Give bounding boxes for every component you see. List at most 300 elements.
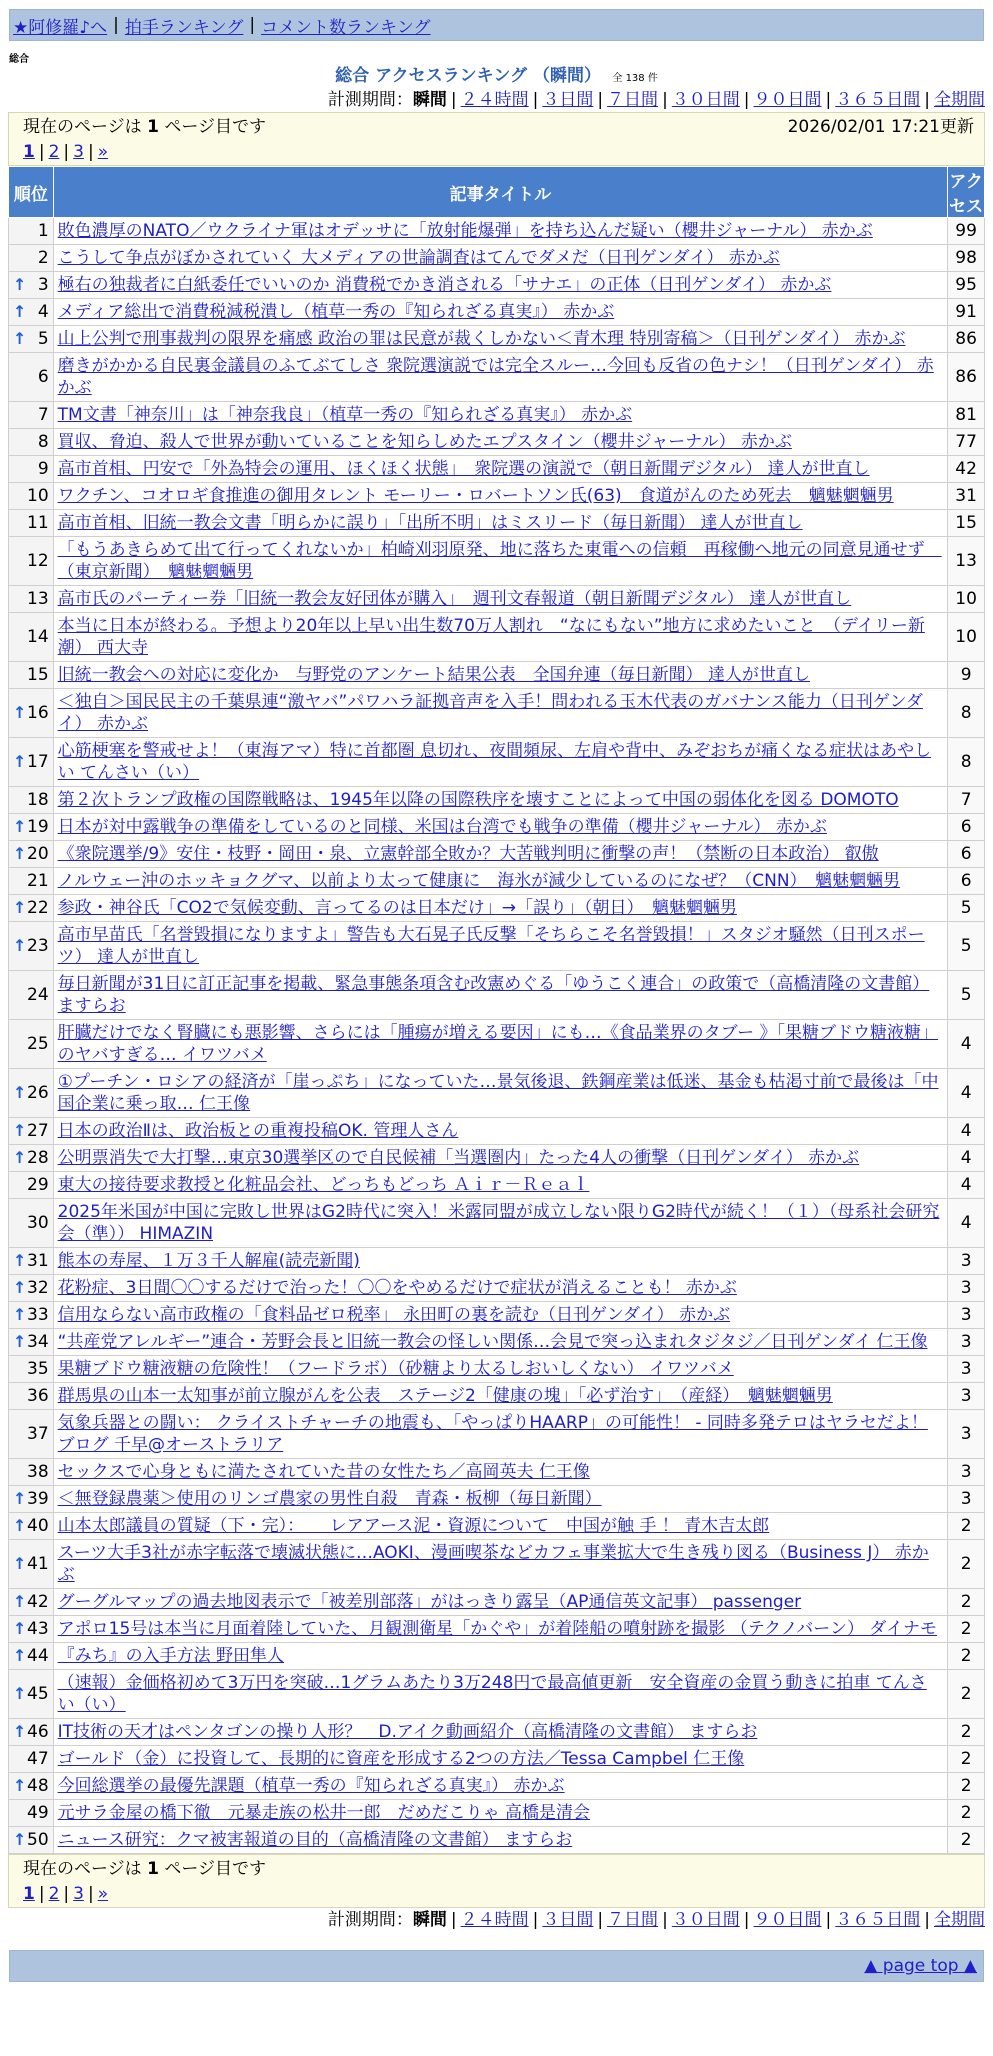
rank-number: 35 — [27, 1359, 49, 1379]
home-link[interactable]: ★阿修羅♪へ — [13, 17, 108, 38]
access-count: 3 — [948, 1486, 985, 1513]
rank-cell — [9, 1145, 54, 1172]
next-page-link[interactable]: » — [97, 142, 109, 162]
title-cell — [53, 1827, 948, 1854]
total-count: 全 138 件 — [612, 73, 658, 84]
article-title-link[interactable]: 肝臓だけでなく腎臓にも悪影響、さらには「腫瘍が増える要因」にも…《食品業界のタブー 》「果糖ブドウ糖液糖」のヤバすぎる… イワツバメ — [57, 1023, 939, 1065]
article-title-link[interactable]: （速報）金価格初めて3万円を突破…1グラムあたり3万248円で最高値更新 安全資産の金買う動きに拍車 てんさい（い） — [57, 1673, 927, 1715]
footer-bar — [9, 1950, 984, 1982]
article-title-link[interactable]: 日本が対中露戦争の準備をしているのと同様、米国は台湾でも戦争の準備（櫻井ジャーナル） 赤かぶ — [57, 817, 827, 837]
title-cell — [53, 1410, 948, 1459]
period-label: 計測期間： — [327, 90, 413, 110]
access-count: 3 — [948, 1329, 985, 1356]
table-row — [9, 537, 985, 586]
article-title-link[interactable]: 2025年米国が中国に完敗し世界はG2時代に突入！米露同盟が成立しない限りG2時代が続く！（１）（母系社会研究会（準）） HIMAZIN — [57, 1202, 940, 1244]
rank-number: 46 — [27, 1722, 49, 1742]
pager-status-line — [23, 1857, 974, 1882]
table-row — [9, 1410, 985, 1459]
rank-number: 23 — [27, 936, 49, 956]
rank-number: 3 — [37, 275, 49, 295]
period-label: 計測期間： — [327, 1910, 413, 1930]
access-count: 3 — [948, 1459, 985, 1486]
table-row — [9, 1172, 985, 1199]
article-title-link[interactable]: IT技術の天才はペンタゴンの操り人形？ D.アイク動画紹介（高橋清隆の文書館） ますらお — [57, 1722, 758, 1742]
pager-separator: | — [63, 1884, 70, 1904]
article-title-link[interactable]: 信用ならない高市政権の「食料品ゼロ税率」 永田町の裏を読む（日刊ゲンダイ） 赤かぶ — [57, 1305, 731, 1325]
rank-number: 43 — [27, 1619, 49, 1639]
table-row — [9, 1356, 985, 1383]
rank-cell — [9, 895, 54, 922]
article-title-link[interactable]: 果糖ブドウ糖液糖の危険性！（フードラボ）（砂糖より太るしおいしくない） イワツバメ — [57, 1359, 734, 1379]
rank-number: 14 — [27, 627, 49, 647]
article-title-link[interactable]: 高市早苗氏「名誉毀損になりますよ」警告も大石晃子氏反撃「そちらこそ名誉毀損！」スタジオ騒然（日刊スポーツ） 達人が世直し — [57, 925, 925, 967]
article-title-link[interactable]: 熊本の寿屋、１万３千人解雇(読売新聞) — [57, 1251, 360, 1271]
table-row — [9, 1589, 985, 1616]
period-option-2[interactable]: ７日間 — [607, 1910, 659, 1930]
rank-cell — [9, 787, 54, 814]
access-count: 2 — [948, 1746, 985, 1773]
article-title-link[interactable]: 今回総選挙の最優先課題（植草一秀の『知られざる真実』） 赤かぶ — [57, 1776, 565, 1796]
page-title: 総合 アクセスランキング （瞬間） — [335, 66, 601, 86]
comment-ranking-link[interactable]: コメント数ランキング — [261, 17, 431, 38]
access-count: 2 — [948, 1643, 985, 1670]
table-row — [9, 971, 985, 1020]
rank-cell — [9, 326, 54, 353]
period-separator: | — [825, 90, 832, 110]
section-label: 総合 — [9, 54, 29, 65]
rank-number: 11 — [27, 513, 49, 533]
rank-number: 18 — [27, 790, 49, 810]
title-cell — [53, 814, 948, 841]
pager-status: 現在のページは 1 ページ目です — [23, 117, 266, 137]
rank-number: 12 — [27, 551, 49, 571]
access-count: 5 — [948, 895, 985, 922]
article-title-link[interactable]: 参政・神谷氏「CO2で気候変動、言ってるのは日本だけ」→「誤り」（朝日） 魑魅魍魎男 — [57, 898, 737, 918]
article-title-link[interactable]: ＜無登録農薬＞使用のリンゴ農家の男性自殺 青森・板柳（毎日新聞） — [57, 1489, 602, 1509]
title-cell — [53, 1513, 948, 1540]
period-separator: | — [825, 1910, 832, 1930]
article-title-link[interactable]: 日本の政治Ⅱは、政治板との重複投稿OK. 管理人さん — [57, 1121, 459, 1141]
rank-cell — [9, 738, 54, 787]
access-count: 86 — [948, 326, 985, 353]
table-row — [9, 1486, 985, 1513]
rank-number: 13 — [27, 589, 49, 609]
period-separator: | — [743, 90, 750, 110]
rank-number: 8 — [37, 432, 49, 452]
table-row — [9, 1719, 985, 1746]
period-option-5[interactable]: ３６５日間 — [835, 90, 921, 110]
table-row — [9, 613, 985, 662]
updated-timestamp: 2026/02/01 17:21更新 — [787, 117, 974, 137]
title-cell — [53, 1616, 948, 1643]
article-title-link[interactable]: 本当に日本が終わる。予想より20年以上早い出生数70万人割れ “なにもない”地方に求めたいこと （デイリー新潮） 西大寺 — [57, 616, 925, 658]
access-count: 2 — [948, 1827, 985, 1854]
period-option-0[interactable]: ２４時間 — [460, 90, 529, 110]
article-title-link[interactable]: ワクチン、コオロギ食推進の御用タレント モーリー・ロバートソン氏(63) 食道がんのため死去 魑魅魍魎男 — [57, 486, 894, 506]
rank-number: 30 — [27, 1213, 49, 1233]
period-option-3[interactable]: ３０日間 — [671, 90, 740, 110]
title-cell — [53, 510, 948, 537]
period-option-4[interactable]: ９０日間 — [753, 1910, 822, 1930]
article-title-link[interactable]: 敗色濃厚のNATO／ウクライナ軍はオデッサに「放射能爆弾」を持ち込んだ疑い（櫻井ジャーナル） 赤かぶ — [57, 221, 873, 241]
title-cell — [53, 299, 948, 326]
access-count: 3 — [948, 1248, 985, 1275]
pager-top — [8, 112, 985, 166]
table-row — [9, 1513, 985, 1540]
page-link-2[interactable]: 2 — [48, 1884, 60, 1904]
period-separator: | — [924, 90, 930, 110]
rank-number: 40 — [27, 1516, 49, 1536]
table-row — [9, 1069, 985, 1118]
access-count: 3 — [948, 1302, 985, 1329]
rank-up-arrow-icon: ↑ — [13, 1516, 27, 1535]
period-separator: | — [924, 1910, 930, 1930]
access-count: 77 — [948, 429, 985, 456]
access-count: 4 — [948, 1145, 985, 1172]
article-title-link[interactable]: 高市氏のパーティー券「旧統一教会友好団体が購入」 週刊文春報道（朝日新聞デジタル） 達人が世直し — [57, 589, 852, 609]
rank-cell — [9, 814, 54, 841]
period-separator: | — [532, 90, 539, 110]
rank-cell — [9, 1670, 54, 1719]
period-option-5[interactable]: ３６５日間 — [835, 1910, 921, 1930]
access-count: 4 — [948, 1172, 985, 1199]
title-cell — [53, 1800, 948, 1827]
article-title-link[interactable]: セックスで心身ともに満たされていた昔の女性たち／高岡英夫 仁王像 — [57, 1462, 590, 1482]
access-count: 8 — [948, 738, 985, 787]
table-row — [9, 1643, 985, 1670]
title-cell — [53, 537, 948, 586]
period-option-3[interactable]: ３０日間 — [671, 1910, 740, 1930]
rank-up-arrow-icon: ↑ — [13, 1684, 27, 1703]
rank-number: 38 — [27, 1462, 49, 1482]
period-option-1[interactable]: ３日間 — [542, 90, 594, 110]
period-option-6[interactable]: 全期間 — [934, 1910, 985, 1930]
pager-separator: | — [38, 1884, 45, 1904]
page-link-3[interactable]: 3 — [73, 1884, 84, 1904]
col-title-header: 記事タイトル — [53, 167, 948, 218]
access-count: 91 — [948, 299, 985, 326]
col-access-header: アクセス — [948, 167, 985, 218]
rank-cell — [9, 1719, 54, 1746]
period-option-0[interactable]: ２４時間 — [460, 1910, 529, 1930]
period-separator: | — [450, 90, 457, 110]
table-row — [9, 272, 985, 299]
article-title-link[interactable]: 「もうあきらめて出て行ってくれないか」柏崎刈羽原発、地に落ちた東電への信頼 再稼働へ地元の同意見通せず （東京新聞） 魑魅魍魎男 — [57, 540, 942, 582]
article-title-link[interactable]: 買収、脅迫、殺人で世界が動いていることを知らしめたエプスタイン（櫻井ジャーナル） 赤かぶ — [57, 432, 792, 452]
rank-up-arrow-icon: ↑ — [13, 1554, 27, 1573]
rank-cell — [9, 1383, 54, 1410]
applause-ranking-link[interactable]: 拍手ランキング — [124, 17, 244, 38]
table-row — [9, 1827, 985, 1854]
rank-up-arrow-icon: ↑ — [13, 703, 27, 722]
table-row — [9, 787, 985, 814]
page-link-3[interactable]: 3 — [73, 142, 84, 162]
access-count: 6 — [948, 868, 985, 895]
rank-cell — [9, 218, 54, 245]
rank-cell — [9, 1589, 54, 1616]
table-row — [9, 218, 985, 245]
period-separator: | — [532, 1910, 539, 1930]
rank-up-arrow-icon: ↑ — [13, 1619, 27, 1638]
access-count: 5 — [948, 971, 985, 1020]
nav-separator: | — [249, 15, 256, 35]
rank-cell — [9, 353, 54, 402]
article-title-link[interactable]: ノルウェー沖のホッキョクグマ、以前より太って健康に 海氷が減少しているのになぜ？（CNN） 魑魅魍魎男 — [57, 871, 901, 891]
access-count: 95 — [948, 272, 985, 299]
period-separator: | — [743, 1910, 750, 1930]
article-title-link[interactable]: 旧統一教会への対応に変化か 与野党のアンケート結果公表 全国弁連（毎日新聞） 達人が世直し — [57, 665, 811, 685]
title-cell — [53, 402, 948, 429]
access-count: 31 — [948, 483, 985, 510]
table-row — [9, 1248, 985, 1275]
pager-links — [23, 1882, 974, 1907]
article-title-link[interactable]: 花粉症、3日間〇〇するだけで治った！〇〇をやめるだけで症状が消えることも！ 赤かぶ — [57, 1278, 737, 1298]
rank-cell — [9, 1643, 54, 1670]
access-count: 13 — [948, 537, 985, 586]
rank-cell — [9, 429, 54, 456]
article-title-link[interactable]: “共産党アレルギー”連合・芳野会長と旧統一教会の怪しい関係…会見で突っ込まれタジタジ／日刊ゲンダイ 仁王像 — [57, 1332, 928, 1352]
rank-cell — [9, 1275, 54, 1302]
rank-up-arrow-icon: ↑ — [13, 1776, 27, 1795]
article-title-link[interactable]: 『みち』の入手方法 野田隼人 — [57, 1646, 285, 1666]
title-cell — [53, 1069, 948, 1118]
title-cell — [53, 787, 948, 814]
article-title-link[interactable]: 元サラ金屋の橋下徹 元暴走族の松井一郎 だめだこりゃ 高橋是清会 — [57, 1803, 591, 1823]
table-row — [9, 245, 985, 272]
rank-up-arrow-icon: ↑ — [13, 1592, 27, 1611]
title-cell — [53, 1643, 948, 1670]
title-cell — [53, 1118, 948, 1145]
rank-number: 48 — [27, 1776, 49, 1796]
rank-number: 25 — [27, 1034, 49, 1054]
table-row — [9, 429, 985, 456]
table-row — [9, 456, 985, 483]
table-row — [9, 895, 985, 922]
rank-up-arrow-icon: ↑ — [13, 1305, 27, 1324]
rank-cell — [9, 1069, 54, 1118]
title-cell — [53, 1248, 948, 1275]
rank-cell — [9, 1248, 54, 1275]
period-option-2[interactable]: ７日間 — [607, 90, 659, 110]
article-title-link[interactable]: ゴールド（金）に投資して、長期的に資産を形成する2つの方法／Tessa Campbel 仁王像 — [57, 1749, 745, 1769]
article-title-link[interactable]: ①プーチン・ロシアの経済が「崖っぷち」になっていた…景気後退、鉄鋼産業は低迷、基金も枯渇寸前で最後は「中国企業に乗っ取… 仁王像 — [57, 1072, 939, 1114]
access-count: 3 — [948, 1275, 985, 1302]
title-cell — [53, 1329, 948, 1356]
period-separator: | — [597, 1910, 604, 1930]
page-heading — [0, 64, 993, 88]
period-separator: | — [662, 1910, 668, 1930]
title-cell — [53, 353, 948, 402]
rank-up-arrow-icon: ↑ — [13, 1148, 27, 1167]
rank-cell — [9, 922, 54, 971]
rank-number: 15 — [27, 665, 49, 685]
title-cell — [53, 1383, 948, 1410]
page-link-2[interactable]: 2 — [48, 142, 60, 162]
rank-cell — [9, 1410, 54, 1459]
access-count: 2 — [948, 1616, 985, 1643]
access-count: 5 — [948, 922, 985, 971]
access-count: 7 — [948, 787, 985, 814]
article-title-link[interactable]: 第２次トランプ政権の国際戦略は、1945年以降の国際秩序を壊すことによって中国の弱体化を図る DOMOTO — [57, 790, 899, 810]
rank-cell — [9, 1302, 54, 1329]
article-title-link[interactable]: 高市首相、旧統一教会文書「明らかに誤り」「出所不明」はミスリード（毎日新聞） 達人が世直し — [57, 513, 803, 533]
rank-cell — [9, 537, 54, 586]
rank-up-arrow-icon: ↑ — [13, 1251, 27, 1270]
rank-number: 47 — [27, 1749, 49, 1769]
pager-bottom — [8, 1854, 985, 1908]
article-title-link[interactable]: TM文書「神奈川」は「神奈我良」（植草一秀の『知られざる真実』） 赤かぶ — [57, 405, 633, 425]
rank-cell — [9, 1800, 54, 1827]
title-cell — [53, 1356, 948, 1383]
rank-cell — [9, 456, 54, 483]
article-title-link[interactable]: 毎日新聞が31日に訂正記事を掲載、緊急事態条項含む改憲めぐる「ゆうこく連合」の政策で（高橋清隆の文書館） ますらお — [57, 974, 930, 1016]
article-title-link[interactable]: 磨きがかかる自民裏金議員のふてぶてしさ 衆院選演説では完全スルー…今回も反省の色ナシ！（日刊ゲンダイ） 赤かぶ — [57, 356, 934, 398]
title-cell — [53, 738, 948, 787]
period-current: 瞬間 — [412, 90, 447, 110]
rank-cell — [9, 1172, 54, 1199]
article-title-link[interactable]: メディア総出で消費税減税潰し（植草一秀の『知られざる真実』） 赤かぶ — [57, 302, 615, 322]
rank-cell — [9, 299, 54, 326]
rank-cell — [9, 1459, 54, 1486]
table-row — [9, 738, 985, 787]
title-cell — [53, 1746, 948, 1773]
period-option-6[interactable]: 全期間 — [934, 90, 985, 110]
table-row — [9, 510, 985, 537]
rank-number: 17 — [27, 752, 49, 772]
rank-number: 24 — [27, 985, 49, 1005]
table-row — [9, 814, 985, 841]
table-row — [9, 1275, 985, 1302]
access-count: 3 — [948, 1356, 985, 1383]
title-cell — [53, 1719, 948, 1746]
title-cell — [53, 483, 948, 510]
pager-status: 現在のページは 1 ページ目です — [23, 1859, 266, 1879]
rank-number: 22 — [27, 898, 49, 918]
article-title-link[interactable]: 心筋梗塞を警戒せよ！（東海アマ）特に首都圏 息切れ、夜間頻尿、左肩や背中、みぞおちが痛くなる症状はあやしい てんさい（い） — [57, 741, 932, 783]
page-link-1[interactable]: 1 — [23, 142, 35, 162]
table-row — [9, 841, 985, 868]
rank-number: 42 — [27, 1592, 49, 1612]
access-count: 2 — [948, 1800, 985, 1827]
rank-cell — [9, 586, 54, 613]
rank-number: 33 — [27, 1305, 49, 1325]
rank-up-arrow-icon: ↑ — [13, 817, 27, 836]
title-cell — [53, 1459, 948, 1486]
col-rank-header: 順位 — [9, 167, 54, 218]
table-row — [9, 299, 985, 326]
period-option-1[interactable]: ３日間 — [542, 1910, 594, 1930]
title-cell — [53, 1145, 948, 1172]
article-title-link[interactable]: こうして争点がぼかされていく 大メディアの世論調査はてんでダメだ（日刊ゲンダイ） 赤かぶ — [57, 248, 780, 268]
access-count: 4 — [948, 1118, 985, 1145]
title-cell — [53, 1172, 948, 1199]
article-title-link[interactable]: 群馬県の山本一太知事が前立腺がんを公表 ステージ2「健康の塊」「必ず治す」 （産経） 魑魅魍魎男 — [57, 1386, 833, 1406]
rank-number: 20 — [27, 844, 49, 864]
title-cell — [53, 218, 948, 245]
rank-number: 2 — [37, 248, 49, 268]
pager-separator: | — [38, 142, 45, 162]
title-cell — [53, 1670, 948, 1719]
article-title-link[interactable]: 山本太郎議員の質疑（下・完）： レアアース泥・資源について 中国が触 手 ！ 青木吉太郎 — [57, 1516, 770, 1536]
title-cell — [53, 1020, 948, 1069]
article-title-link[interactable]: ニュース研究：クマ被害報道の目的（高橋清隆の文書館） ますらお — [57, 1830, 573, 1850]
article-title-link[interactable]: 山上公判で刑事裁判の限界を痛感 政治の罪は民意が裁くしかない＜青木理 特別寄稿＞（日刊ゲンダイ） 赤かぶ — [57, 329, 906, 349]
rank-up-arrow-icon: ↑ — [13, 1830, 27, 1849]
article-title-link[interactable]: ＜独自＞国民民主の千葉県連“激ヤバ”パワハラ証拠音声を入手！問われる玉木代表のガバナンス能力（日刊ゲンダイ） 赤かぶ — [57, 692, 923, 734]
current-page-number: 1 — [147, 1859, 159, 1879]
rank-up-arrow-icon: ↑ — [13, 844, 27, 863]
rank-number: 16 — [27, 703, 49, 723]
rank-up-arrow-icon: ↑ — [13, 1278, 27, 1297]
rank-up-arrow-icon: ↑ — [13, 329, 27, 348]
rank-up-arrow-icon: ↑ — [13, 275, 27, 294]
rank-number: 41 — [27, 1554, 49, 1574]
article-title-link[interactable]: 極右の独裁者に白紙委任でいいのか 消費税でかき消される「サナエ」の正体（日刊ゲンダイ） 赤かぶ — [57, 275, 832, 295]
article-title-link[interactable]: 公明票消失で大打撃…東京30選挙区ので自民候補「当選圏内」たった4人の衝撃（日刊ゲンダイ） 赤かぶ — [57, 1148, 860, 1168]
rank-cell — [9, 613, 54, 662]
article-title-link[interactable]: 気象兵器との闘い： クライストチャーチの地震も、「やっぱりHAARP」の可能性！ - 同時多発テロはヤラセだよ！ブログ 千早@オーストラリア — [57, 1413, 928, 1455]
table-row — [9, 689, 985, 738]
access-count: 3 — [948, 1383, 985, 1410]
rank-number: 45 — [27, 1684, 49, 1704]
rank-number: 19 — [27, 817, 49, 837]
rank-cell — [9, 1020, 54, 1069]
title-cell — [53, 586, 948, 613]
rank-up-arrow-icon: ↑ — [13, 1489, 27, 1508]
article-title-link[interactable]: 高市首相、円安で「外為特会の運用、ほくほく状態」 衆院選の演説で（朝日新聞デジタル） 達人が世直し — [57, 459, 870, 479]
access-count: 2 — [948, 1589, 985, 1616]
rank-cell — [9, 1540, 54, 1589]
access-count: 2 — [948, 1719, 985, 1746]
access-count: 99 — [948, 218, 985, 245]
rank-number: 49 — [27, 1803, 49, 1823]
period-option-4[interactable]: ９０日間 — [753, 90, 822, 110]
rank-cell — [9, 510, 54, 537]
title-cell — [53, 868, 948, 895]
rank-up-arrow-icon: ↑ — [13, 1121, 27, 1140]
rank-up-arrow-icon: ↑ — [13, 1722, 27, 1741]
page-link-1[interactable]: 1 — [23, 1884, 35, 1904]
access-count: 4 — [948, 1199, 985, 1248]
rank-up-arrow-icon: ↑ — [13, 898, 27, 917]
table-row — [9, 1199, 985, 1248]
rank-up-arrow-icon: ↑ — [13, 302, 27, 321]
rank-number: 32 — [27, 1278, 49, 1298]
title-cell — [53, 1275, 948, 1302]
article-title-link[interactable]: グーグルマップの過去地図表示で「被差別部落」がはっきり露呈（AP通信英文記事） passenger — [57, 1592, 802, 1612]
access-count: 2 — [948, 1513, 985, 1540]
article-title-link[interactable]: スーツ大手3社が赤字転落で壊滅状態に…AOKI、漫画喫茶などカフェ事業拡大で生き残り図る（Business J） 赤かぶ — [57, 1543, 929, 1585]
article-title-link[interactable]: 東大の接待要求教授と化粧品会社、どっちもどっち Ａｉｒ－Ｒｅａｌ — [57, 1175, 590, 1195]
current-page-number: 1 — [147, 117, 159, 137]
article-title-link[interactable]: アポロ15号は本当に月面着陸していた、月観測衛星「かぐや」が着陸船の噴射跡を撮影 （テクノバーン） ダイナモ — [57, 1619, 938, 1639]
title-cell — [53, 613, 948, 662]
table-row — [9, 1329, 985, 1356]
access-count: 2 — [948, 1670, 985, 1719]
next-page-link[interactable]: » — [97, 1884, 109, 1904]
rank-number: 10 — [27, 486, 49, 506]
article-title-link[interactable]: 《衆院選挙/9》安住・枝野・岡田・泉、立憲幹部全敗か？大苦戦判明に衝撃の声！（禁断の日本政治） 叡傲 — [57, 844, 879, 864]
access-count: 6 — [948, 814, 985, 841]
table-row — [9, 922, 985, 971]
rank-number: 7 — [37, 405, 49, 425]
rank-cell — [9, 1746, 54, 1773]
page-top-link[interactable]: ▲ page top ▲ — [864, 1956, 977, 1976]
rank-up-arrow-icon: ↑ — [13, 1083, 27, 1102]
title-cell — [53, 1199, 948, 1248]
table-row — [9, 1670, 985, 1719]
rank-number: 1 — [37, 221, 49, 241]
